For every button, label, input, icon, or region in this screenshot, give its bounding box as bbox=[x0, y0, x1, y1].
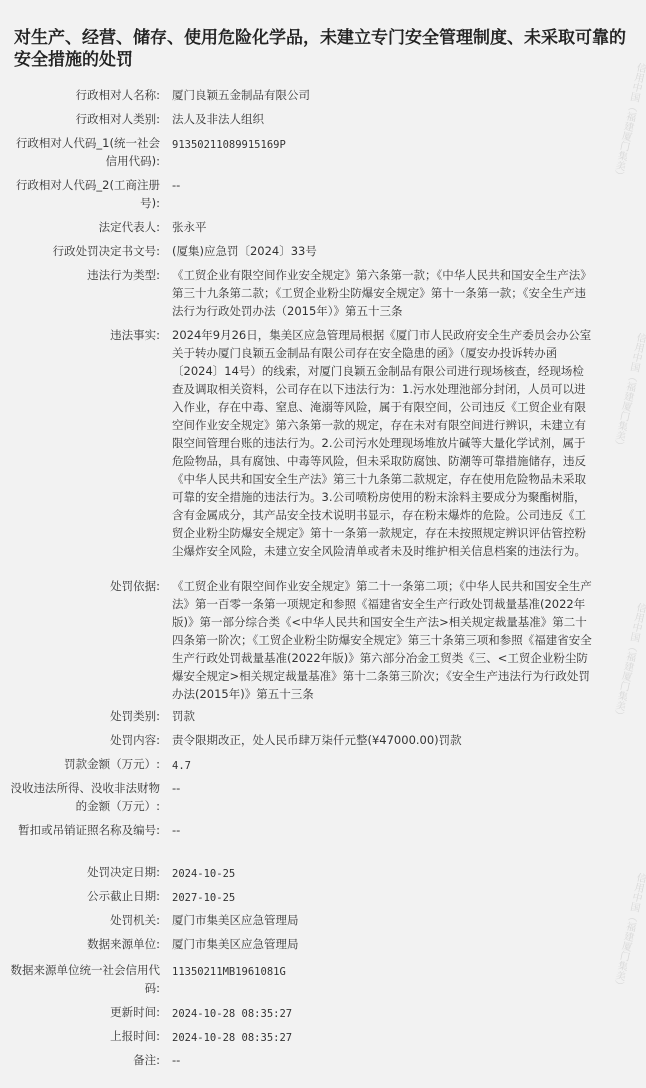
field-value: 2024年9月26日，集美区应急管理局根据《厦门市人民政府安全生产委员会办公室关于转办厦门良颖五金制品有限公司存在安全隐患的函》（厦安办投诉转办函〔2024〕14号）的线索，对厦门良颖五金制品有限公司进行现场核查，经现场检查及调取相关资料，公司存在以下违法行为：1.污水处理池部分封闭，人员可以进入作业，存在中毒、窒息、淹溺等风险，属于有限空间，公司违反《工贸企业有限空间作业安全规定》第六条第一款的规定，存在未对有限空间进行辨识，未建立有限空间管理台账的违法行为。2.公司污水处理现场堆放片碱等大量化学试剂，属于危险物品，具有腐蚀、中毒等风险，但未采取防腐蚀、防潮等可靠措施储存，违反《中华人民共和国安全生产法》第三十九条第二款规定，存在使用危险物品未采取可靠的安全措施的违法行为。3.公司喷粉房使用的粉末涂料主要成分为聚酯树脂，含有金属成分，其产品安全技术说明书显示，存在粉末爆炸的危险。公司违反《工贸企业粉尘防爆安全规定》第十一条第一款规定，存在未按照规定辨识评估管控粉尘爆炸安全风险，未建立安全风险清单或者未及时维护相关信息档案的违法行为。 bbox=[172, 328, 592, 558]
field-value: 厦门市集美区应急管理局 bbox=[172, 913, 299, 927]
page-title: 对生产、经营、储存、使用危险化学品，未建立专门安全管理制度、未采取可靠的安全措施的处罚 bbox=[14, 28, 626, 70]
field-label: 更新时间: bbox=[110, 1005, 160, 1019]
field-value: 2024-10-25 bbox=[172, 868, 236, 880]
field-label: 行政相对人名称: bbox=[75, 88, 160, 102]
field-label: 处罚机关: bbox=[110, 913, 160, 927]
field-value: 91350211089915169P bbox=[172, 139, 286, 151]
field-label: 行政相对人代码_1(统一社会信用代码): bbox=[15, 136, 160, 168]
field-label: 行政处罚决定书文号: bbox=[52, 244, 160, 258]
field-label: 处罚决定日期: bbox=[87, 865, 160, 879]
field-label: 上报时间: bbox=[110, 1029, 160, 1043]
field-value: -- bbox=[172, 781, 181, 795]
field-label: 行政相对人代码_2(工商注册号): bbox=[15, 178, 160, 210]
watermark-text: 信用中国（福建厦门集美） bbox=[610, 331, 646, 451]
field-value: 厦门良颖五金制品有限公司 bbox=[172, 88, 310, 102]
field-label: 公示截止日期: bbox=[87, 889, 160, 903]
field-value: 张永平 bbox=[172, 220, 207, 234]
field-value: 11350211MB1961081G bbox=[172, 966, 286, 978]
field-label: 罚款金额（万元）: bbox=[64, 757, 160, 771]
field-value: 《工贸企业有限空间作业安全规定》第二十一条第二项；《中华人民共和国安全生产法》第一百零一条第一项规定和参照《福建省安全生产行政处罚裁量基准(2022年版)》第一部分综合类《<中华人民共和国安全生产法>相关规定裁量基准》第二十四条第一阶次；《工贸企业粉尘防爆安全规定》第三十条第三项和参照《福建省安全生产行政处罚裁量基准(2022年版)》第六部分冶金工贸类《三、<工贸企业粉尘防爆安全规定>相关规定裁量基准》第十二条第三阶次；《安全生产违法行为行政处罚办法(2015年)》第五十三条 bbox=[172, 579, 592, 701]
field-value: -- bbox=[172, 178, 181, 192]
field-label: 法定代表人: bbox=[98, 220, 160, 234]
field-label: 处罚类别: bbox=[110, 709, 160, 723]
field-value: 罚款 bbox=[172, 709, 195, 723]
field-value: (厦集)应急罚〔2024〕33号 bbox=[172, 244, 317, 258]
field-label: 暂扣或吊销证照名称及编号: bbox=[18, 823, 160, 837]
watermark-text: 信用中国（福建厦门集美） bbox=[610, 601, 646, 721]
field-label: 行政相对人类别: bbox=[75, 112, 160, 126]
field-value: 2027-10-25 bbox=[172, 892, 236, 904]
watermark-text: 信用中国（福建厦门集美） bbox=[610, 871, 646, 991]
field-value: 《工贸企业有限空间作业安全规定》第六条第一款；《中华人民共和国安全生产法》第三十九条第二款；《工贸企业粉尘防爆安全规定》第十一条第一款；《安全生产违法行为行政处罚办法（2015年）》第五十三条 bbox=[172, 268, 592, 318]
field-value: 厦门市集美区应急管理局 bbox=[172, 937, 299, 951]
field-value: -- bbox=[172, 1053, 181, 1067]
field-value: 2024-10-28 08:35:27 bbox=[172, 1008, 293, 1020]
field-value: -- bbox=[172, 823, 181, 837]
field-label: 备注: bbox=[133, 1053, 160, 1067]
field-label: 数据来源单位: bbox=[87, 937, 160, 951]
field-value: 2024-10-28 08:35:27 bbox=[172, 1032, 293, 1044]
field-label: 没收违法所得、没收非法财物的金额（万元）: bbox=[10, 781, 160, 813]
field-label: 数据来源单位统一社会信用代码: bbox=[10, 963, 160, 995]
field-label: 违法事实: bbox=[110, 328, 160, 342]
field-label: 处罚依据: bbox=[110, 579, 160, 593]
field-label: 违法行为类型: bbox=[87, 268, 160, 282]
watermark-text: 信用中国（福建厦门集美） bbox=[610, 61, 646, 181]
field-value: 4.7 bbox=[172, 760, 191, 772]
field-value: 责令限期改正，处人民币肆万柒仟元整(¥47000.00)罚款 bbox=[172, 733, 462, 747]
field-label: 处罚内容: bbox=[110, 733, 160, 747]
field-value: 法人及非法人组织 bbox=[172, 112, 264, 126]
